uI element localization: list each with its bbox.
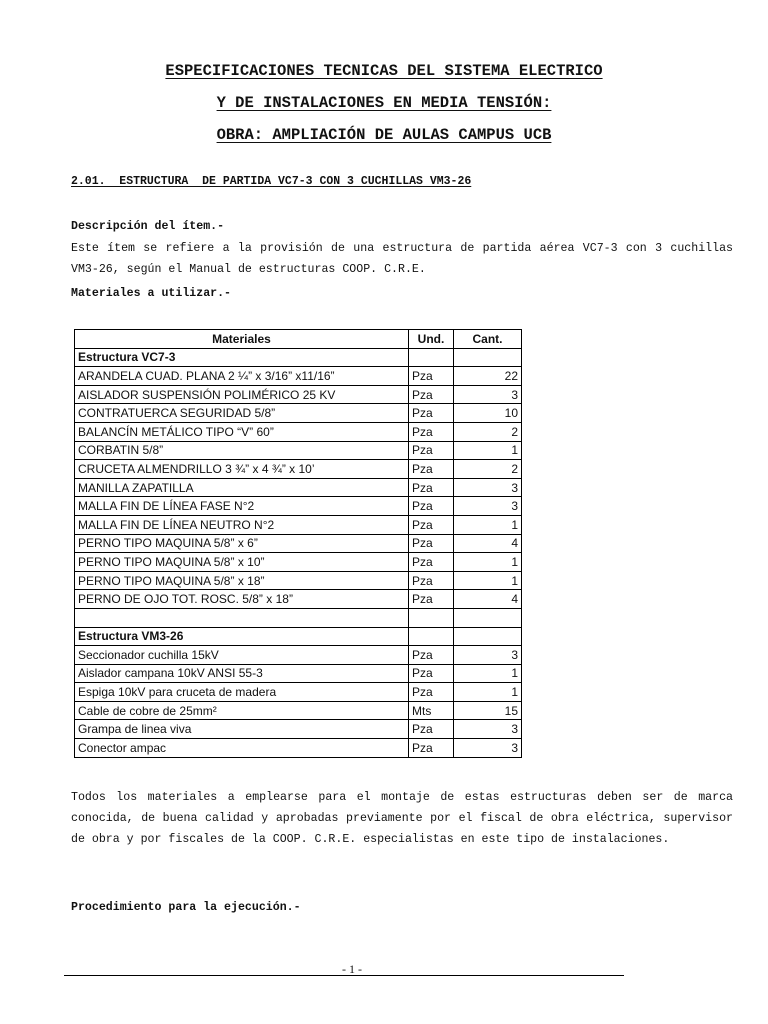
unit-cell: Pza	[409, 590, 454, 609]
unit-cell: Pza	[409, 441, 454, 460]
quantity-cell: 3	[454, 739, 522, 758]
materials-table-body	[75, 348, 522, 757]
material-cell	[75, 608, 409, 627]
materials-label: Materiales a utilizar.-	[71, 287, 232, 300]
unit-cell: Pza	[409, 422, 454, 441]
quantity-cell: 3	[454, 478, 522, 497]
description-label: Descripción del ítem.-	[71, 220, 225, 233]
quantity-cell: 1	[454, 683, 522, 702]
material-cell: MALLA FIN DE LÍNEA FASE N°2	[75, 497, 409, 516]
table-row	[75, 460, 522, 479]
quantity-cell: 3	[454, 497, 522, 516]
unit-cell: Pza	[409, 683, 454, 702]
table-blank-row	[75, 608, 522, 627]
material-cell: ARANDELA CUAD. PLANA 2 ¼” x 3/16” x11/16”	[75, 367, 409, 386]
quantity-cell: 3	[454, 385, 522, 404]
table-row	[75, 385, 522, 404]
unit-cell: Pza	[409, 534, 454, 553]
section-heading: 2.01. ESTRUCTURA DE PARTIDA VC7-3 CON 3 CUCHILLAS VM3-26	[71, 175, 472, 188]
material-cell: CORBATIN 5/8”	[75, 441, 409, 460]
unit-cell: Pza	[409, 553, 454, 572]
unit-cell: Pza	[409, 404, 454, 423]
quantity-cell: 3	[454, 720, 522, 739]
title-line-1	[0, 61, 768, 81]
material-cell: Cable de cobre de 25mm²	[75, 701, 409, 720]
quantity-cell: 1	[454, 515, 522, 534]
table-row	[75, 553, 522, 572]
table-header-row	[75, 330, 522, 349]
unit-cell: Pza	[409, 367, 454, 386]
table-row	[75, 534, 522, 553]
table-row	[75, 367, 522, 386]
quantity-cell	[454, 348, 522, 367]
unit-cell: Pza	[409, 497, 454, 516]
unit-cell: Pza	[409, 460, 454, 479]
table-row	[75, 739, 522, 758]
unit-cell: Pza	[409, 646, 454, 665]
quantity-cell: 1	[454, 441, 522, 460]
title-line-2-text: Y DE INSTALACIONES EN MEDIA TENSIÓN:	[216, 94, 552, 112]
unit-cell	[409, 627, 454, 646]
quantity-cell: 1	[454, 553, 522, 572]
unit-cell: Mts	[409, 701, 454, 720]
table-row	[75, 664, 522, 683]
material-cell: Estructura VC7-3	[75, 348, 409, 367]
quantity-cell: 4	[454, 534, 522, 553]
description-text: Este ítem se refiere a la provisión de una estructura de partida aérea VC7-3 con 3 cuchillas VM3-26, según el Manual de estructuras COOP. C.R.E.	[71, 242, 733, 276]
unit-cell	[409, 348, 454, 367]
unit-cell: Pza	[409, 739, 454, 758]
quantity-cell: 4	[454, 590, 522, 609]
material-cell: MANILLA ZAPATILLA	[75, 478, 409, 497]
title-line-2	[0, 93, 768, 113]
unit-cell: Pza	[409, 515, 454, 534]
material-cell: CONTRATUERCA SEGURIDAD 5/8”	[75, 404, 409, 423]
material-cell: Seccionador cuchilla 15kV	[75, 646, 409, 665]
table-row	[75, 515, 522, 534]
unit-cell: Pza	[409, 478, 454, 497]
unit-cell	[409, 608, 454, 627]
header-unit: Und.	[409, 330, 454, 349]
title-line-1-text: ESPECIFICACIONES TECNICAS DEL SISTEMA ELECTRICO	[165, 62, 603, 80]
material-cell: Conector ampac	[75, 739, 409, 758]
material-cell: Espiga 10kV para cruceta de madera	[75, 683, 409, 702]
quantity-cell: 15	[454, 701, 522, 720]
table-row	[75, 404, 522, 423]
table-row	[75, 646, 522, 665]
quantity-cell: 2	[454, 460, 522, 479]
quantity-cell	[454, 627, 522, 646]
table-row	[75, 701, 522, 720]
quantity-cell: 22	[454, 367, 522, 386]
material-cell: MALLA FIN DE LÍNEA NEUTRO N°2	[75, 515, 409, 534]
table-row	[75, 683, 522, 702]
material-cell: AISLADOR SUSPENSIÓN POLIMÉRICO 25 KV	[75, 385, 409, 404]
quantity-cell: 3	[454, 646, 522, 665]
table-row	[75, 478, 522, 497]
quantity-cell: 2	[454, 422, 522, 441]
table-row	[75, 441, 522, 460]
table-row	[75, 720, 522, 739]
material-cell: PERNO DE OJO TOT. ROSC. 5/8” x 18”	[75, 590, 409, 609]
table-group-row	[75, 348, 522, 367]
page-number: - 1 -	[342, 962, 362, 976]
quantity-cell	[454, 608, 522, 627]
material-cell: BALANCÍN METÁLICO TIPO “V” 60”	[75, 422, 409, 441]
table-row	[75, 422, 522, 441]
material-cell: PERNO TIPO MAQUINA 5/8” x 10”	[75, 553, 409, 572]
quantity-cell: 1	[454, 571, 522, 590]
title-line-3	[0, 125, 768, 145]
table-row	[75, 590, 522, 609]
material-cell: PERNO TIPO MAQUINA 5/8” x 6”	[75, 534, 409, 553]
quantity-cell: 10	[454, 404, 522, 423]
unit-cell: Pza	[409, 571, 454, 590]
header-quantity: Cant.	[454, 330, 522, 349]
unit-cell: Pza	[409, 664, 454, 683]
quantity-cell: 1	[454, 664, 522, 683]
material-cell: Aislador campana 10kV ANSI 55-3	[75, 664, 409, 683]
unit-cell: Pza	[409, 385, 454, 404]
table-group-row	[75, 627, 522, 646]
unit-cell: Pza	[409, 720, 454, 739]
title-line-3-text: OBRA: AMPLIACIÓN DE AULAS CAMPUS UCB	[216, 126, 552, 144]
material-cell: CRUCETA ALMENDRILLO 3 ¾” x 4 ¾” x 10’	[75, 460, 409, 479]
materials-table	[74, 329, 522, 758]
table-row	[75, 497, 522, 516]
closing-paragraph: Todos los materiales a emplearse para el montaje de estas estructuras deben ser de marca conocida, de buena calidad y aprobadas previamente por el fiscal de obra eléctrica, supervisor de obra y por fiscales de la COOP. C.R.E. especialistas en este tipo de instalaciones.	[71, 791, 733, 846]
material-cell: Grampa de linea viva	[75, 720, 409, 739]
header-materials: Materiales	[75, 330, 409, 349]
material-cell: Estructura VM3-26	[75, 627, 409, 646]
footer-rule	[64, 975, 624, 976]
table-row	[75, 571, 522, 590]
material-cell: PERNO TIPO MAQUINA 5/8” x 18”	[75, 571, 409, 590]
procedure-label: Procedimiento para la ejecución.-	[71, 901, 301, 914]
